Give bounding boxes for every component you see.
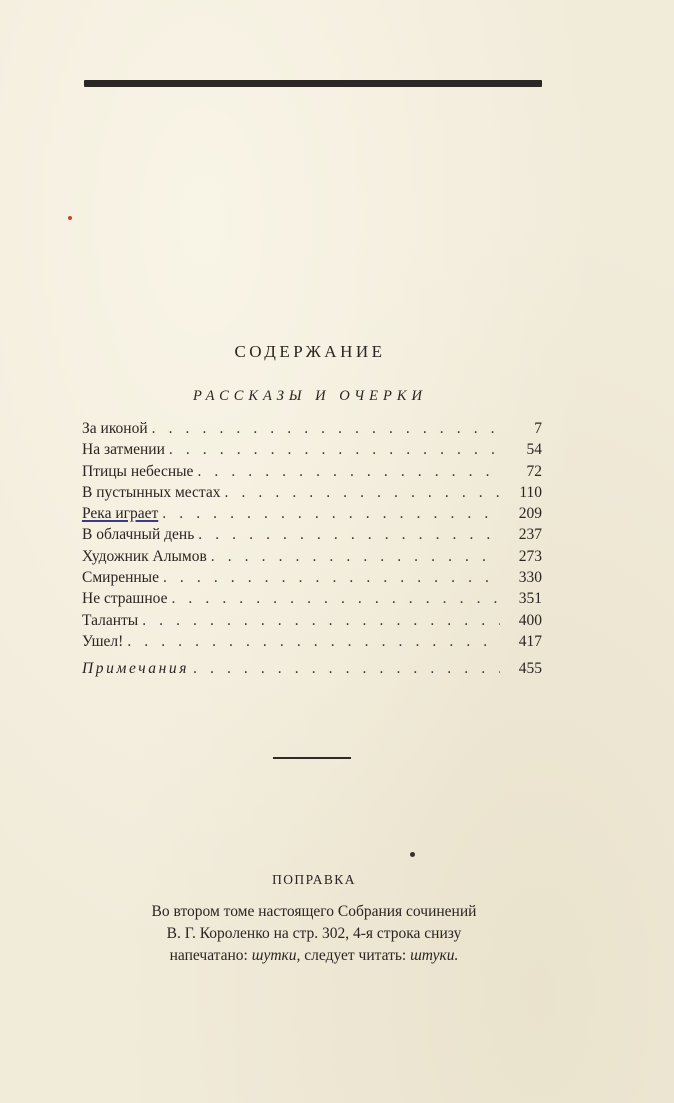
toc-entry-title: В облачный день bbox=[82, 526, 195, 544]
section-title: РАССКАЗЫ И ОЧЕРКИ bbox=[193, 388, 427, 404]
toc-leader-dots bbox=[163, 567, 500, 588]
toc-entry-page: 54 bbox=[526, 441, 542, 459]
toc-entry-title: Река играет bbox=[82, 505, 159, 523]
toc-entry-page: 209 bbox=[518, 505, 542, 523]
toc-entry-title: Птицы небесные bbox=[82, 462, 194, 480]
toc-notes-page: 455 bbox=[518, 660, 542, 678]
toc-entry-page: 417 bbox=[518, 632, 542, 650]
table-of-contents bbox=[82, 418, 542, 680]
toc-leader-dots bbox=[225, 482, 500, 503]
toc-entry[interactable] bbox=[82, 524, 542, 545]
toc-entry-title: Смиренные bbox=[82, 569, 159, 587]
toc-entry-page: 7 bbox=[534, 420, 542, 437]
toc-entry-title: За иконой bbox=[82, 420, 148, 437]
toc-leader-dots bbox=[193, 658, 500, 679]
toc-leader-dots bbox=[169, 439, 500, 460]
top-decorative-rule bbox=[84, 80, 542, 87]
toc-leader-dots bbox=[198, 524, 500, 545]
toc-leader-dots bbox=[211, 546, 500, 567]
ink-spot bbox=[410, 852, 415, 857]
toc-entry[interactable] bbox=[82, 482, 542, 503]
toc-entry-title: Ушел! bbox=[82, 632, 124, 650]
section-divider bbox=[273, 757, 351, 759]
toc-entry-page: 400 bbox=[518, 611, 542, 629]
toc-entry[interactable] bbox=[82, 588, 542, 609]
toc-entry-page: 273 bbox=[518, 547, 542, 565]
toc-entry-page: 237 bbox=[518, 526, 542, 544]
toc-entry-title: Таланты bbox=[82, 611, 139, 629]
toc-notes-entry[interactable] bbox=[82, 658, 542, 679]
toc-leader-dots bbox=[171, 588, 500, 609]
toc-leader-dots bbox=[142, 610, 500, 631]
erratum-title: ПОПРАВКА bbox=[272, 872, 356, 887]
toc-entry[interactable] bbox=[82, 439, 542, 460]
toc-entry-title: Не страшное bbox=[82, 590, 168, 608]
toc-entry[interactable] bbox=[82, 567, 542, 588]
erratum-line: В. Г. Короленко на стр. 302, 4-я строка снизу bbox=[166, 925, 462, 942]
erratum-prefix: напечатано: bbox=[169, 947, 248, 964]
erratum-correct-word: штуки. bbox=[410, 947, 459, 964]
toc-entry[interactable] bbox=[82, 418, 542, 439]
toc-leader-dots bbox=[197, 461, 500, 482]
toc-entry[interactable] bbox=[82, 461, 542, 482]
toc-leader-dots bbox=[162, 503, 500, 524]
toc-entry-page: 110 bbox=[519, 483, 542, 501]
erratum-middle: следует читать: bbox=[304, 947, 407, 964]
toc-entry[interactable] bbox=[82, 631, 542, 652]
contents-heading: СОДЕРЖАНИЕ bbox=[234, 342, 386, 361]
toc-entry[interactable] bbox=[82, 610, 542, 631]
toc-notes-title: Примечания bbox=[82, 660, 190, 678]
erratum-wrong-word: шутки, bbox=[251, 947, 301, 964]
toc-entry-title: В пустынных местах bbox=[82, 483, 221, 501]
toc-leader-dots bbox=[127, 631, 500, 652]
toc-leader-dots bbox=[152, 418, 500, 439]
ink-spot bbox=[68, 216, 72, 220]
toc-entry[interactable] bbox=[82, 503, 542, 524]
toc-entry-page: 330 bbox=[518, 569, 542, 587]
toc-entry-page: 351 bbox=[518, 590, 542, 608]
erratum-line bbox=[100, 945, 528, 967]
erratum-line: Во втором томе настоящего Собрания сочинений bbox=[151, 903, 477, 920]
toc-entry-page: 72 bbox=[526, 462, 542, 480]
toc-entry-title: Художник Алымов bbox=[82, 547, 207, 565]
erratum-text bbox=[100, 901, 528, 967]
toc-entry[interactable] bbox=[82, 546, 542, 567]
toc-entry-title: На затмении bbox=[82, 441, 165, 459]
